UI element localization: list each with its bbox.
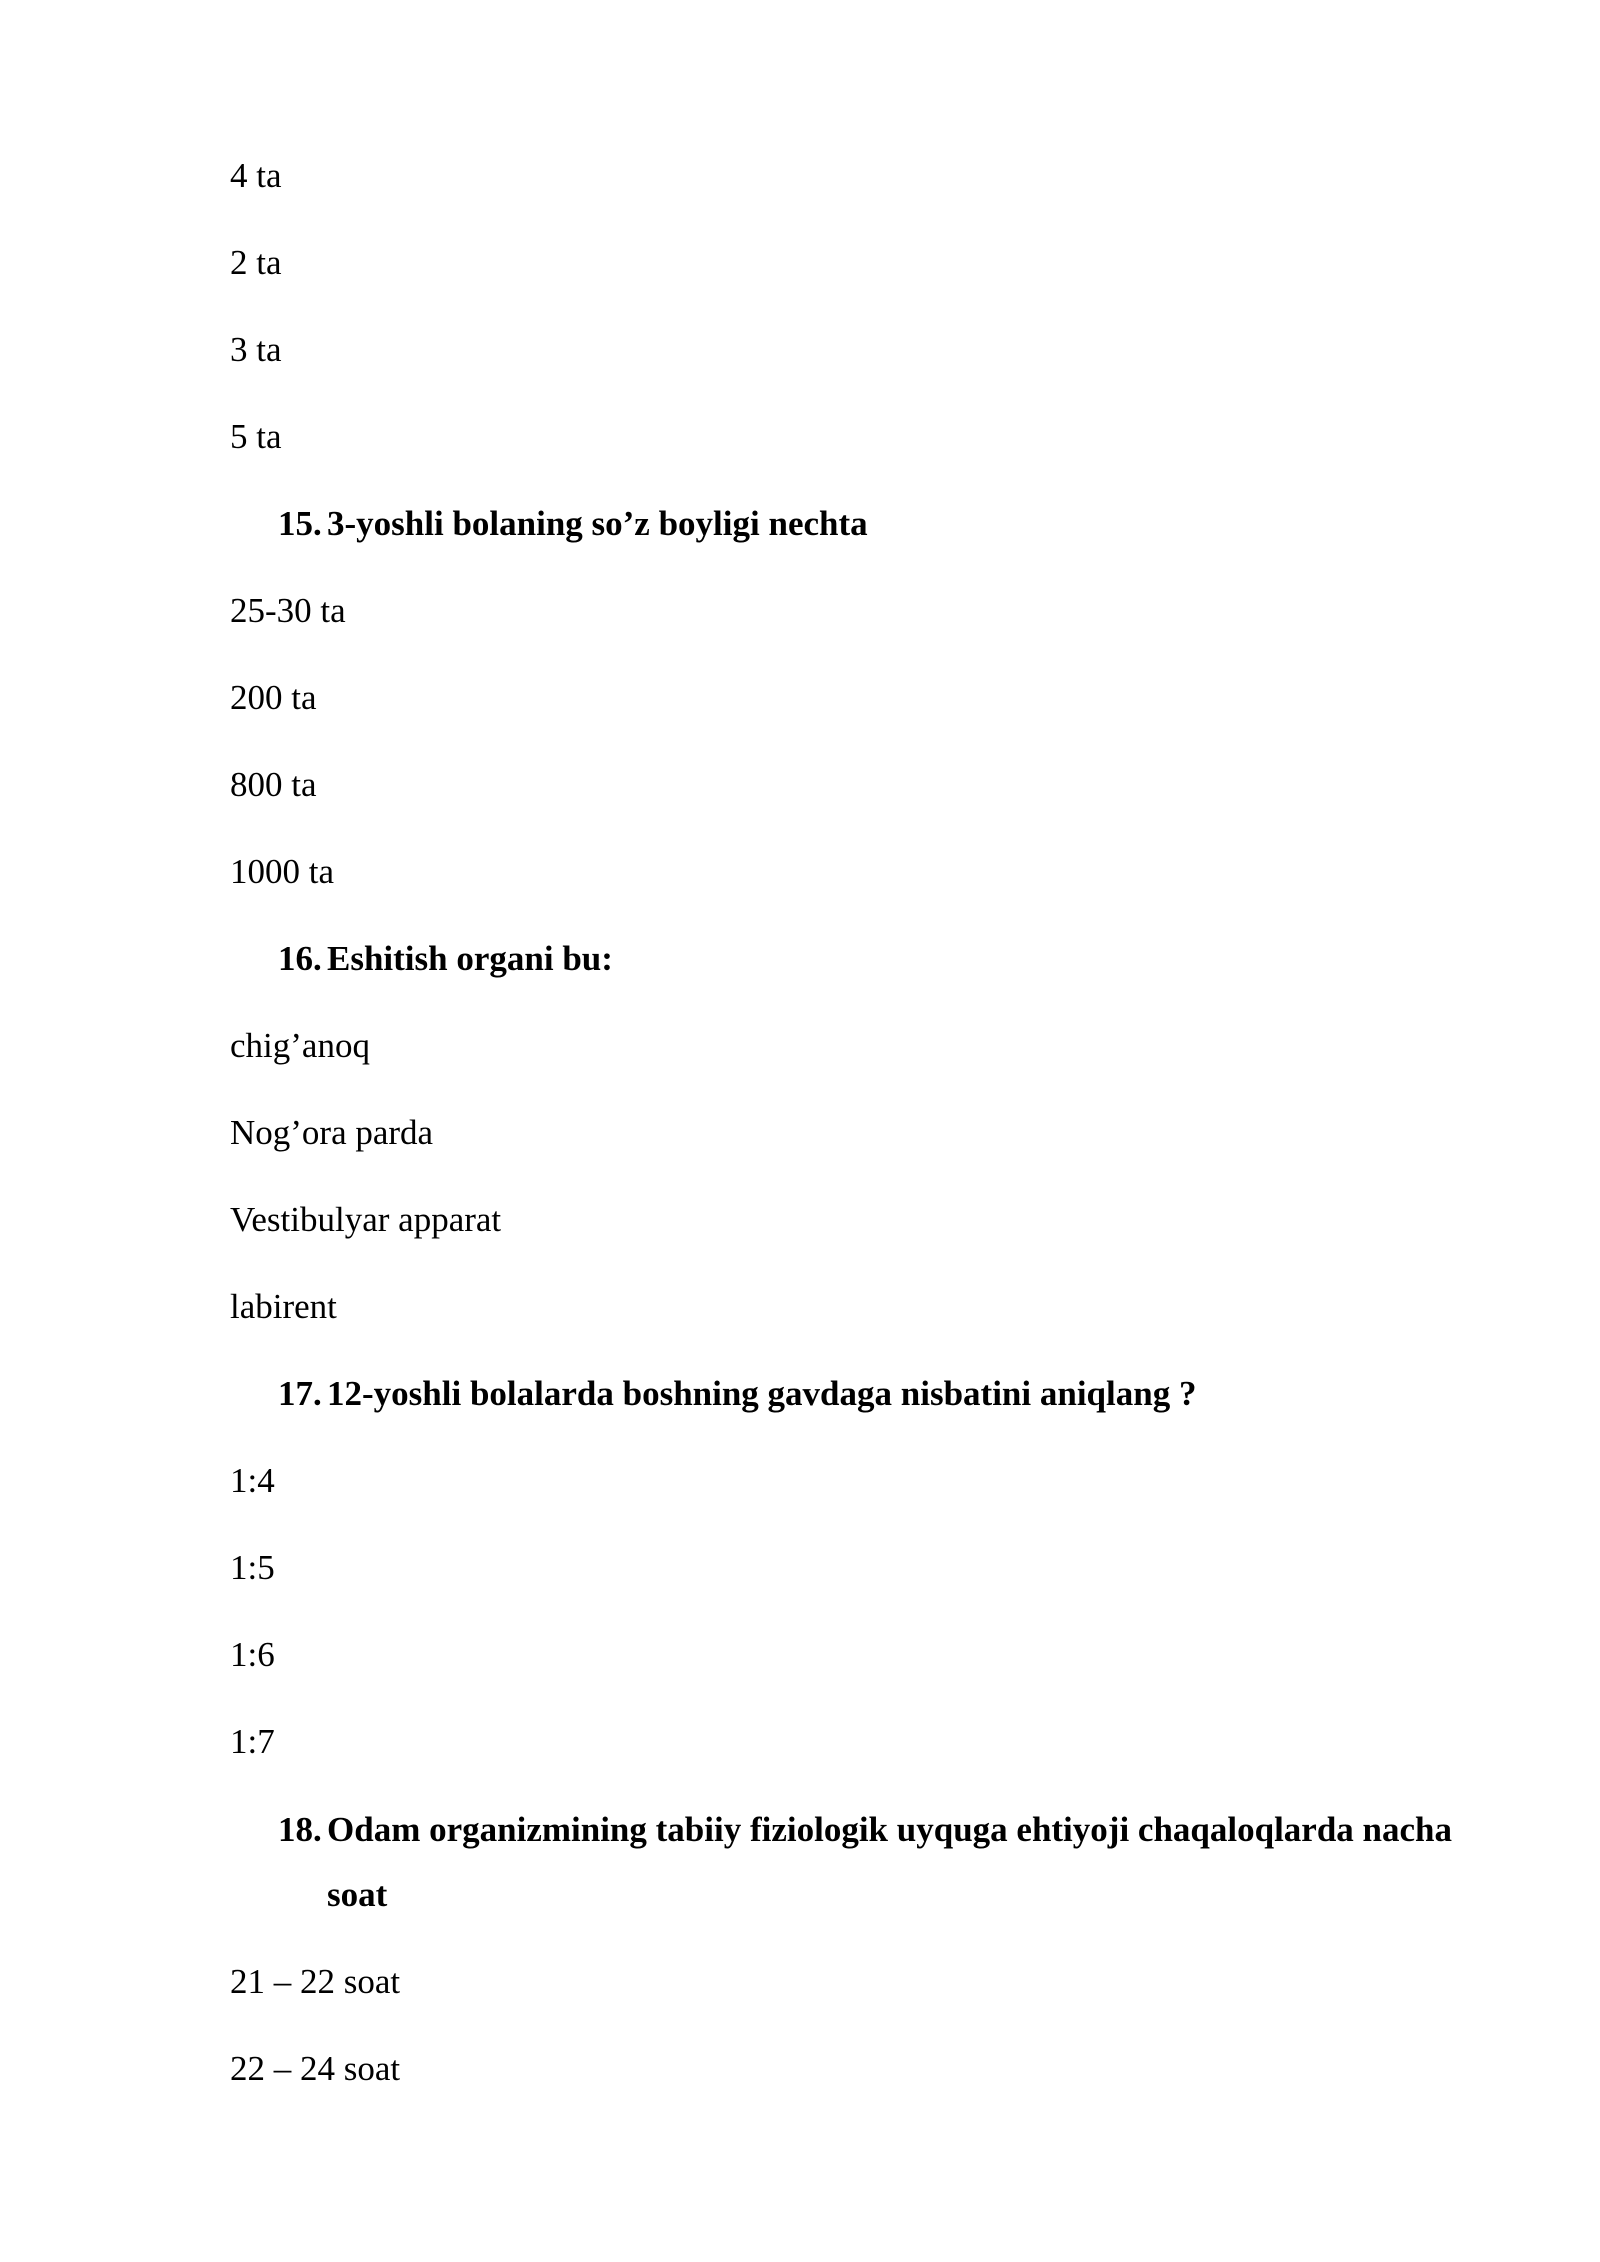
answer-option: 25-30 ta: [230, 591, 346, 630]
question-text: 3-yoshli bolaning so’z boyligi nechta: [327, 504, 868, 543]
answer-option: 1000 ta: [230, 852, 335, 891]
answer-option: 3 ta: [230, 330, 282, 369]
answer-option: 2 ta: [230, 243, 282, 282]
question-18: [278, 1797, 1478, 1927]
answer-option: 1:5: [230, 1548, 275, 1587]
answer-option: 1:7: [230, 1722, 275, 1761]
question-text: Odam organizmining tabiiy fiziologik uyquga ehtiyoji chaqaloqlarda nacha soat: [327, 1810, 1453, 1914]
answer-option: 4 ta: [230, 156, 282, 195]
answer-option: 21 – 22 soat: [230, 1962, 401, 2001]
answer-option: 5 ta: [230, 417, 282, 456]
answer-option: 1:4: [230, 1461, 275, 1500]
question-number: 15.: [278, 504, 322, 543]
question-number: 18.: [278, 1810, 322, 1849]
question-number: 17.: [278, 1374, 322, 1413]
answer-option: Nog’ora parda: [230, 1113, 434, 1152]
question-17: [278, 1372, 1196, 1416]
answer-option: 22 – 24 soat: [230, 2049, 401, 2088]
answer-option: Vestibulyar apparat: [230, 1200, 502, 1239]
answer-option: chig’anoq: [230, 1026, 370, 1065]
question-16: [278, 937, 613, 981]
question-number: 16.: [278, 939, 322, 978]
answer-option: 1:6: [230, 1635, 275, 1674]
answer-option: 200 ta: [230, 678, 317, 717]
question-text: 12-yoshli bolalarda boshning gavdaga nisbatini aniqlang ?: [327, 1374, 1197, 1413]
answer-option: 800 ta: [230, 765, 317, 804]
question-15: [278, 502, 868, 546]
question-text: Eshitish organi bu:: [327, 939, 613, 978]
answer-option: labirent: [230, 1287, 337, 1326]
